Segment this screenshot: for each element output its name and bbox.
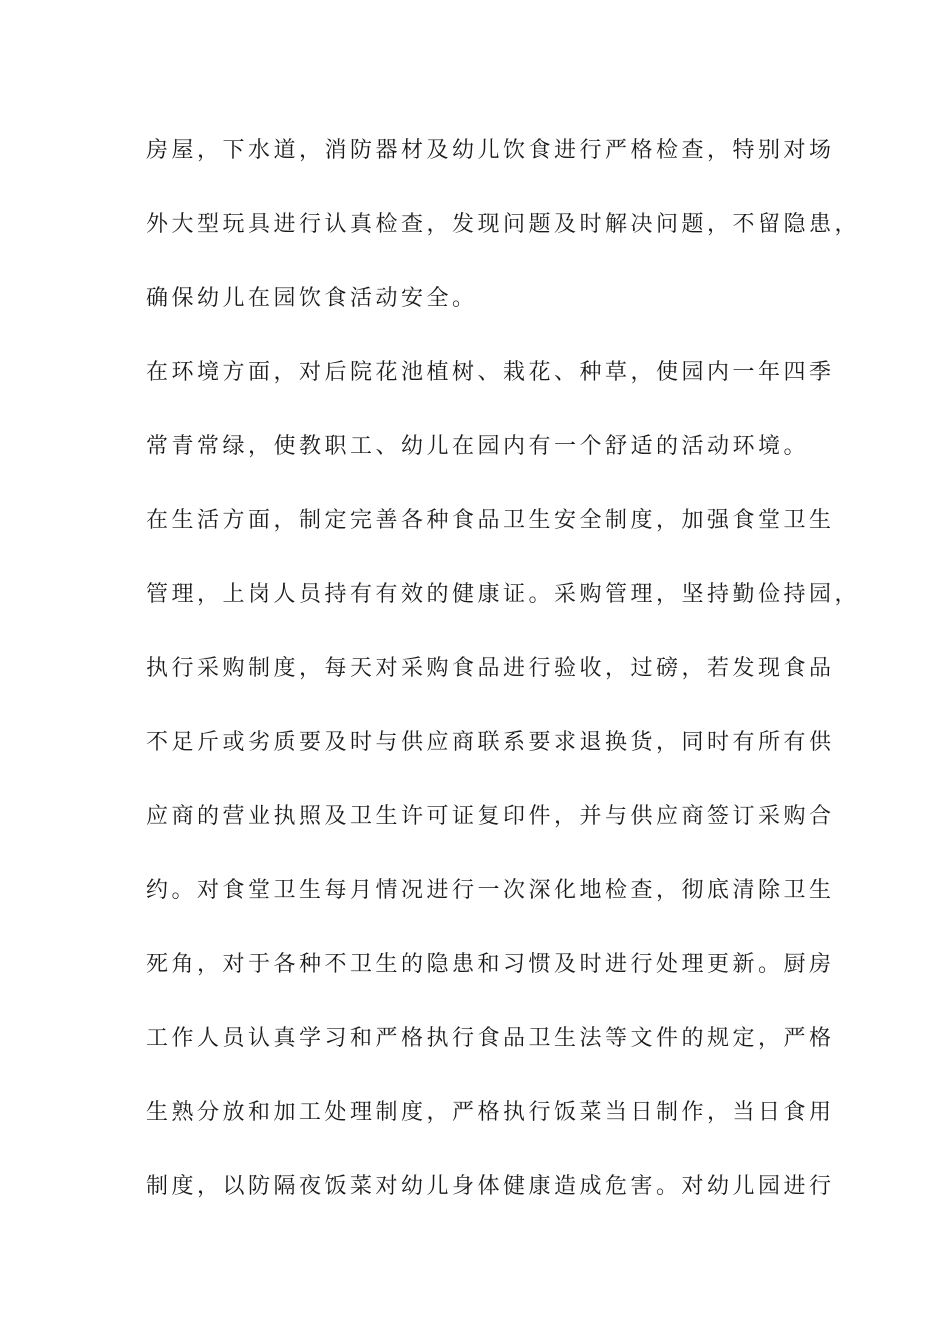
text-line: 在环境方面，对后院花池植树、栽花、种草，使园内一年四季 — [146, 360, 835, 385]
text-line: 应商的营业执照及卫生许可证复印件，并与供应商签订采购合 — [146, 804, 835, 829]
text-line: 工作人员认真学习和严格执行食品卫生法等文件的规定，严格 — [146, 1026, 835, 1051]
text-line: 管理，上岗人员持有有效的健康证。采购管理，坚持勤俭持园， — [146, 582, 861, 607]
text-line: 外大型玩具进行认真检查，发现问题及时解决问题，不留隐患， — [146, 212, 861, 237]
text-line: 常青常绿，使教职工、幼儿在园内有一个舒适的活动环境。 — [146, 434, 810, 459]
text-line: 确保幼儿在园饮食活动安全。 — [146, 286, 478, 311]
text-line: 房屋，下水道，消防器材及幼儿饮食进行严格检查，特别对场 — [146, 138, 835, 163]
text-line: 在生活方面，制定完善各种食品卫生安全制度，加强食堂卫生 — [146, 508, 835, 533]
body-text — [146, 131, 861, 1241]
text-line: 不足斤或劣质要及时与供应商联系要求退换货，同时有所有供 — [146, 730, 835, 755]
text-line: 生熟分放和加工处理制度，严格执行饭菜当日制作，当日食用 — [146, 1100, 835, 1125]
text-line: 约。对食堂卫生每月情况进行一次深化地检查，彻底清除卫生 — [146, 878, 835, 903]
text-line: 执行采购制度，每天对采购食品进行验收，过磅，若发现食品 — [146, 656, 835, 681]
text-line: 死角，对于各种不卫生的隐患和习惯及时进行处理更新。厨房 — [146, 952, 835, 977]
text-line: 制度，以防隔夜饭菜对幼儿身体健康造成危害。对幼儿园进行 — [146, 1174, 835, 1199]
